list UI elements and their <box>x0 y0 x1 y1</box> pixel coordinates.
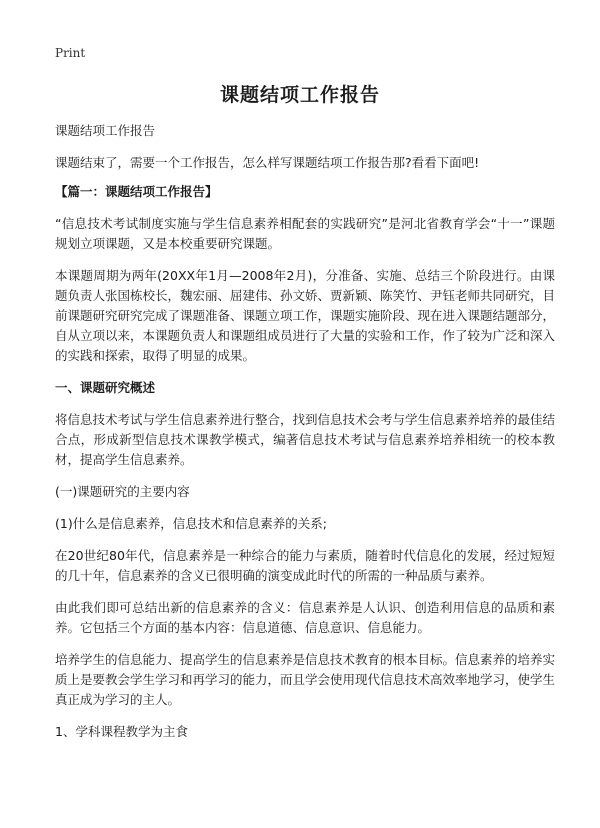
paragraph-literacy-definition: 由此我们即可总结出新的信息素养的含义：信息素养是人认识、创造利用信息的品质和素养。它包括三个方面的基本内容：信息道德、信息意识、信息能力。 <box>55 600 555 635</box>
document-title: 课题结项工作报告 <box>219 84 380 106</box>
paragraph-subtitle: 课题结项工作报告 <box>55 123 156 138</box>
subheading-main-content: (一)课题研究的主要内容 <box>55 484 190 499</box>
document-body <box>55 121 555 754</box>
paragraph-literacy-history: 在20世纪80年代，信息素养是一种综合的能力与素质，随着时代信息化的发展，经过短短的几十年，信息素养的含义已很明确的演变成此时代的所需的一种品质与素养。 <box>55 548 555 583</box>
subheading-what-is-literacy: (1)什么是信息素养，信息技术和信息素养的关系; <box>55 516 327 531</box>
paragraph-project-overview: “信息技术考试制度实施与学生信息素养相配套的实践研究”是河北省教育学会“十一”课题规划立项课题，又是本校重要研究课题。 <box>55 216 555 251</box>
paragraph-research-goal: 将信息技术考试与学生信息素养进行整合，找到信息技术会考与学生信息素养培养的最佳结合点，形成新型信息技术课教学模式，编著信息技术考试与信息素养培养相统一的校本教材，提高学生信息素养。 <box>55 412 556 467</box>
paragraph-intro: 课题结束了，需要一个工作报告，怎么样写课题结项工作报告那?看看下面吧! <box>55 155 480 170</box>
print-label: Print <box>55 46 86 60</box>
paragraph-project-period: 本课题周期为两年(20XX年1月—2008年2月)，分准备、实施、总结三个阶段进行。由课题负责人张国栋校长，魏宏丽、屈建伟、孙文娇、贾新颖、陈笑竹、尹钰老师共同研究，目前课题研究研究完成了课题准备、课题立项工作，课题实施阶段、现在进入课题结题部分，自从立项以来，本课题负责人和课题组成员进行了大量的实验和工作，作了较为广泛和深入的实践和探索，取得了明显的成果。 <box>55 268 556 363</box>
paragraph-literacy-goal: 培养学生的信息能力、提高学生的信息素养是信息技术教育的根本目标。信息素养的培养实质上是要教会学生学习和再学习的能力，而且学会使用现代信息技术高效率地学习，使学生真正成为学习的主人。 <box>55 652 556 707</box>
section-heading-part-one: 【篇一：课题结项工作报告】 <box>55 184 218 199</box>
section-heading-research-summary: 一、课题研究概述 <box>55 380 156 395</box>
subheading-subject-teaching: 1、学科课程教学为主食 <box>55 724 188 739</box>
